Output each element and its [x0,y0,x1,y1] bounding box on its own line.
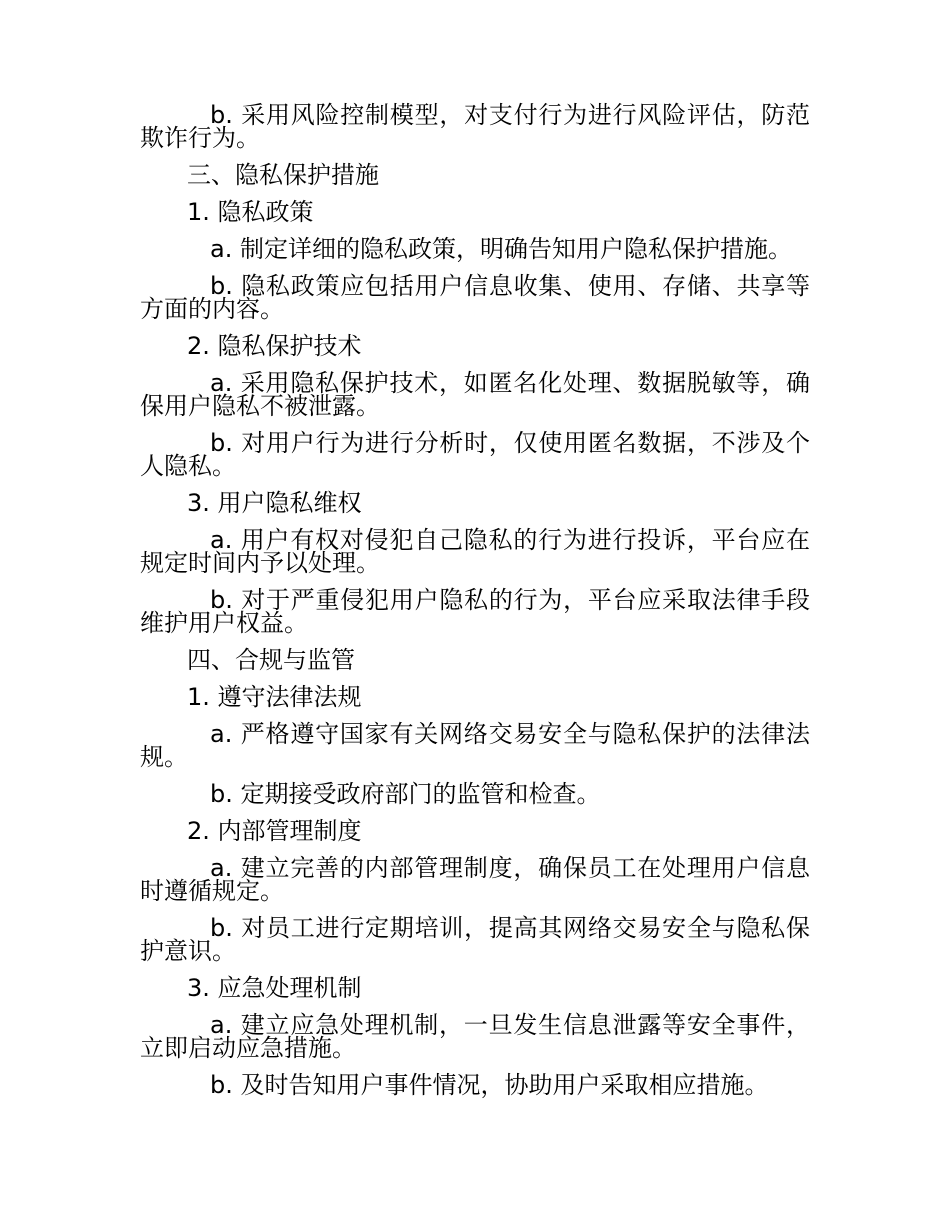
paragraph-item: a. 制定详细的隐私政策，明确告知用户隐私保护措施。 [210,235,792,263]
paragraph-item: b. 定期接受政府部门的监管和检查。 [210,780,601,808]
section-heading: 三、隐私保护措施 [187,161,379,189]
subsection-heading: 3. 用户隐私维权 [187,489,362,517]
paragraph-item: b. 隐私政策应包括用户信息收集、使用、存储、共享等方面的内容。 [140,272,810,323]
paragraph-item: a. 建立完善的内部管理制度，确保员工在处理用户信息时遵循规定。 [140,854,810,905]
subsection-heading: 1. 隐私政策 [187,198,314,226]
paragraph-item: b. 及时告知用户事件情况，协助用户采取相应措施。 [210,1071,769,1099]
subsection-heading: 3. 应急处理机制 [187,974,362,1002]
subsection-heading: 2. 隐私保护技术 [187,332,362,360]
paragraph-item: a. 采用隐私保护技术，如匿名化处理、数据脱敏等，确保用户隐私不被泄露。 [140,369,810,420]
paragraph-item: b. 对用户行为进行分析时，仅使用匿名数据，不涉及个人隐私。 [140,429,810,480]
paragraph-item: b. 对于严重侵犯用户隐私的行为，平台应采取法律手段维护用户权益。 [140,586,810,637]
paragraph-item: a. 用户有权对侵犯自己隐私的行为进行投诉，平台应在规定时间内予以处理。 [140,526,810,577]
section-heading: 四、合规与监管 [187,646,355,674]
paragraph-item: b. 采用风险控制模型，对支付行为进行风险评估，防范欺诈行为。 [140,101,810,152]
subsection-heading: 2. 内部管理制度 [187,817,362,845]
paragraph-item: a. 严格遵守国家有关网络交易安全与隐私保护的法律法规。 [140,720,810,771]
document-body [140,101,810,1111]
paragraph-item: b. 对员工进行定期培训，提高其网络交易安全与隐私保护意识。 [140,914,810,965]
subsection-heading: 1. 遵守法律法规 [187,683,362,711]
paragraph-item: a. 建立应急处理机制，一旦发生信息泄露等安全事件，立即启动应急措施。 [140,1011,810,1062]
